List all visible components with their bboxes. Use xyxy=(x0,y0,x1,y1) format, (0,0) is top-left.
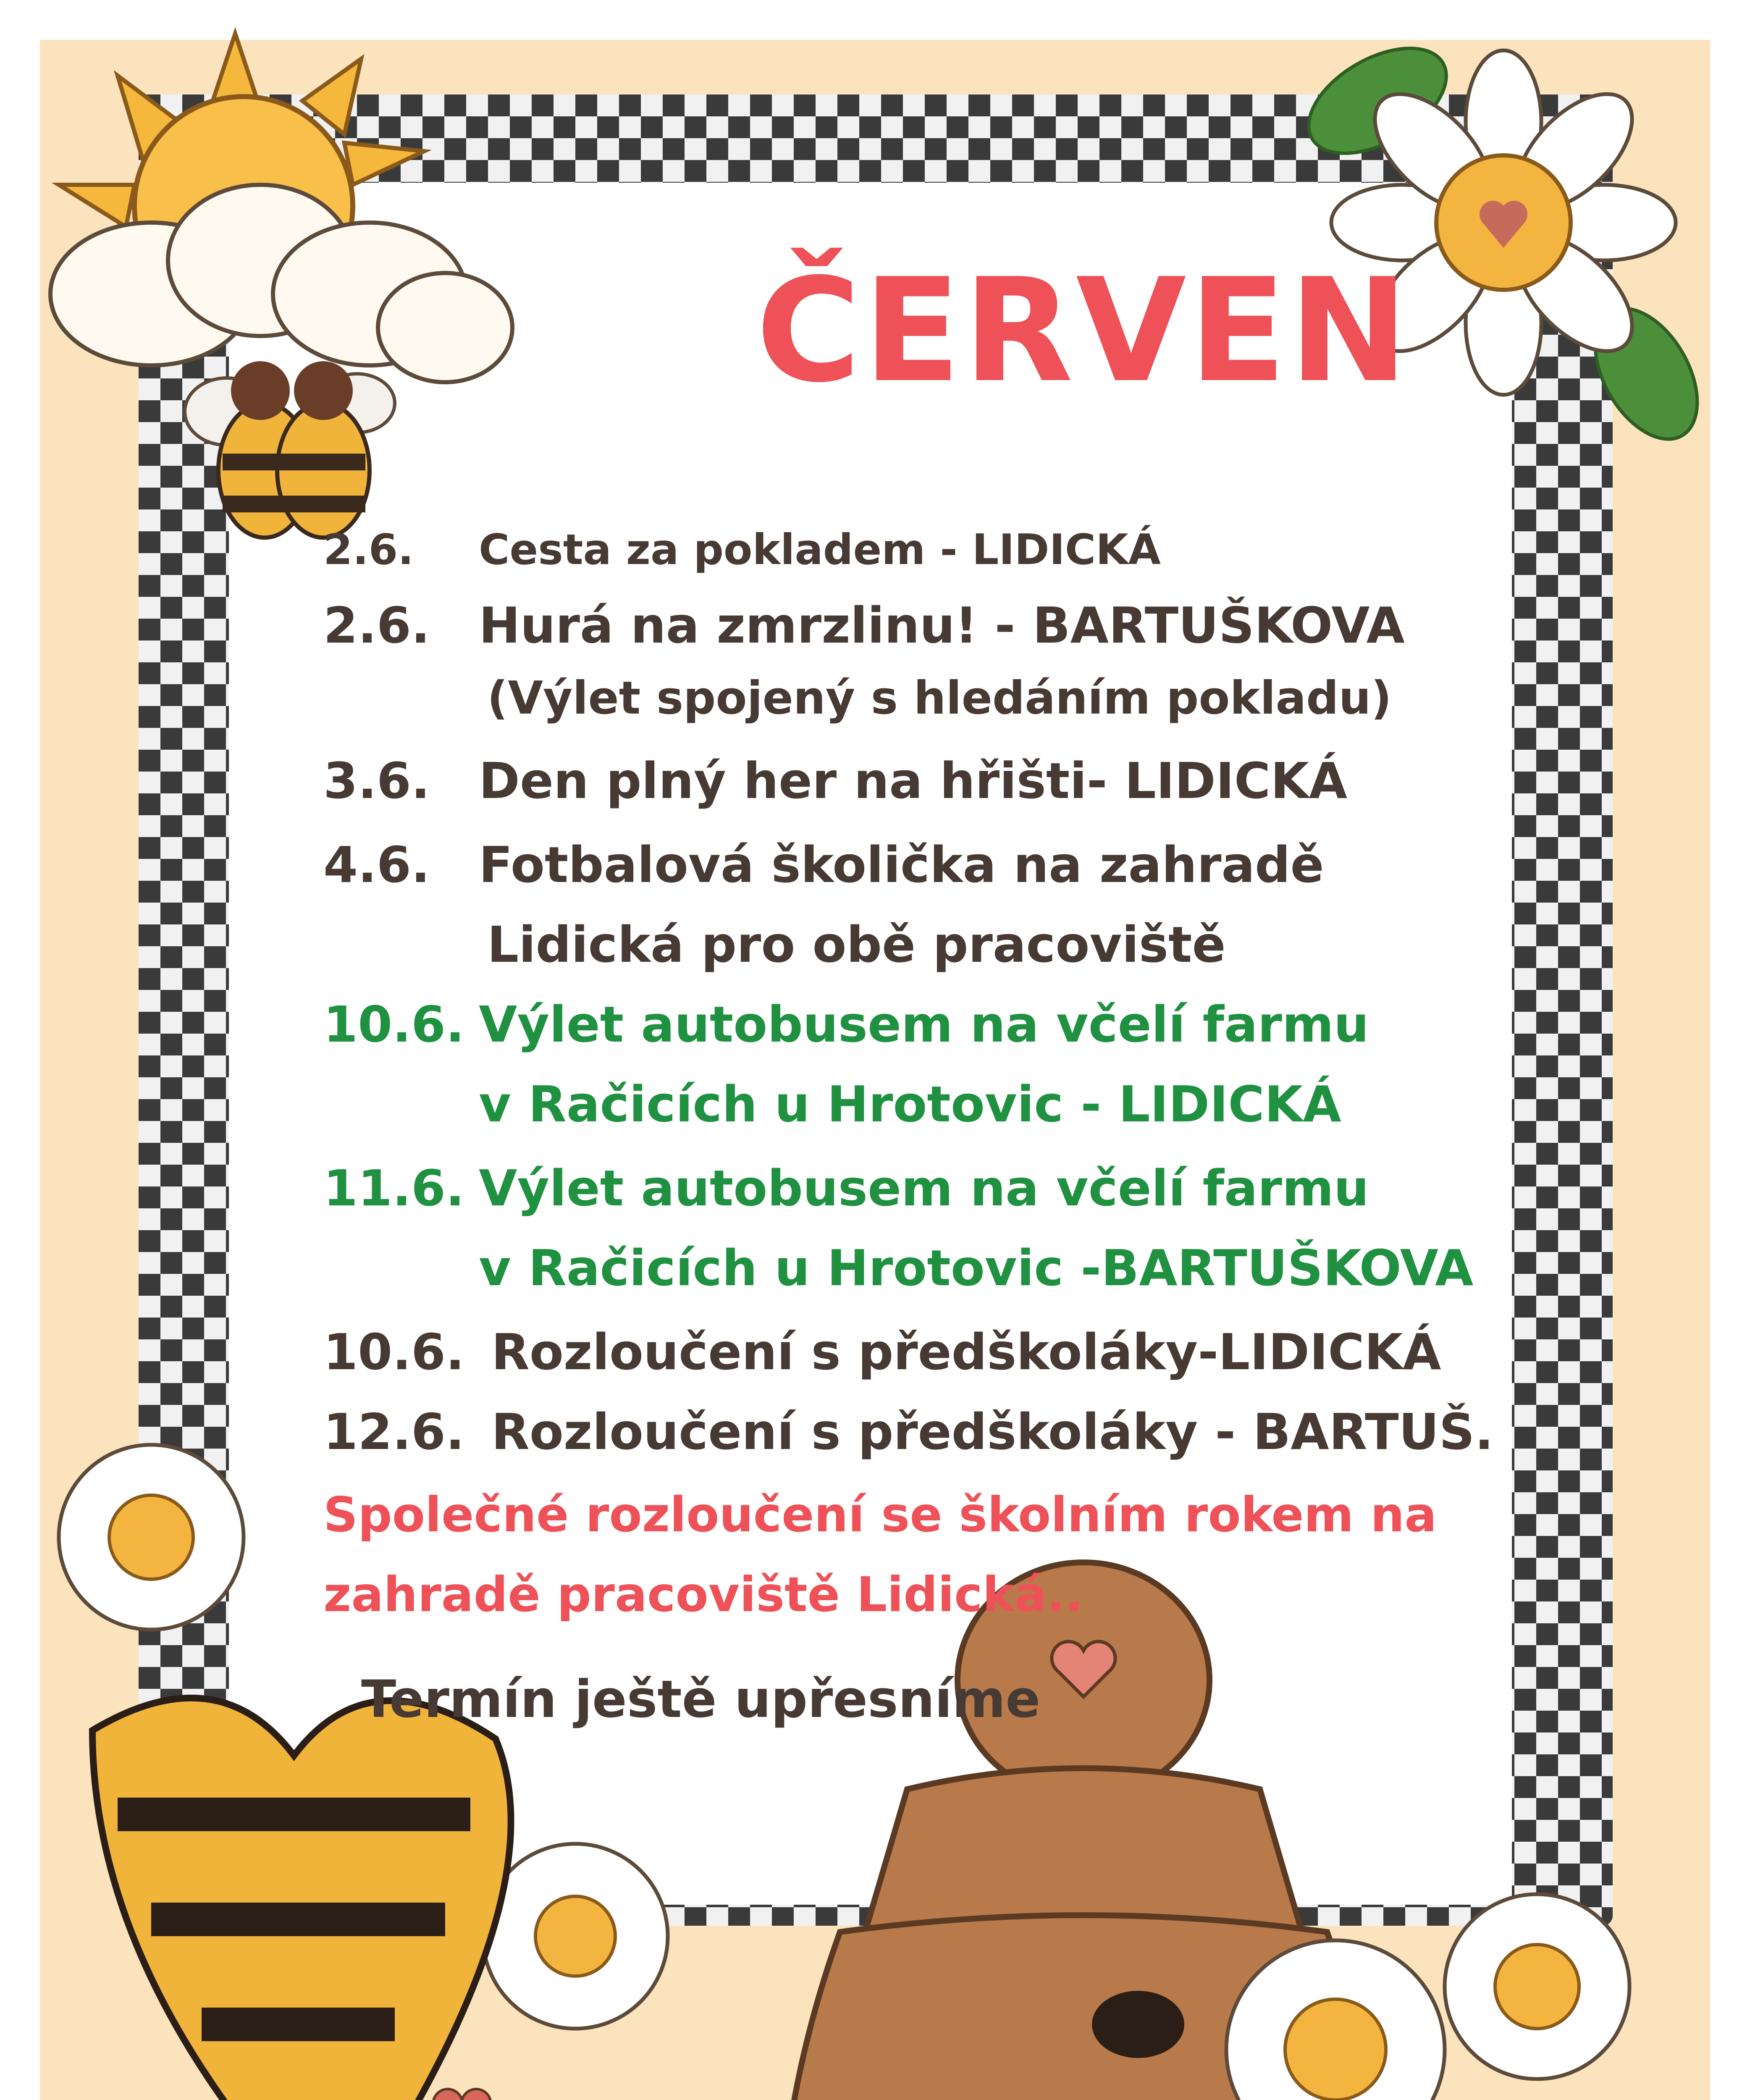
event-date: 11.6. xyxy=(323,1159,464,1217)
farewell-line-2: zahradě pracoviště Lidická.. xyxy=(323,1567,1083,1622)
event-date: 10.6. xyxy=(323,995,464,1053)
event-text: Lidická pro obě pracoviště xyxy=(487,916,1226,974)
event-text: Rozloučení s předškoláky - BARTUŠ. xyxy=(491,1403,1494,1461)
event-line xyxy=(323,596,1405,654)
event-text: Rozloučení s předškoláky-LIDICKÁ xyxy=(491,1323,1441,1381)
event-date: 10.6. xyxy=(323,1323,464,1381)
event-line xyxy=(323,836,1324,894)
event-line xyxy=(323,752,1347,810)
event-text: Cesta za pokladem - LIDICKÁ xyxy=(479,525,1161,574)
event-line xyxy=(487,672,1392,724)
event-line xyxy=(323,525,1161,574)
event-line xyxy=(479,1075,1341,1133)
event-line xyxy=(323,1403,1493,1461)
event-line xyxy=(323,995,1369,1053)
event-date: 4.6. xyxy=(323,836,430,894)
event-text: Hurá na zmrzlinu! - BARTUŠKOVA xyxy=(479,596,1405,654)
farewell-line-1: Společné rozloučení se školním rokem na xyxy=(323,1487,1437,1543)
page-title: ČERVEN xyxy=(756,248,1411,414)
event-text: Výlet autobusem na včelí farmu xyxy=(479,995,1369,1053)
event-text: Den plný her na hřišti- LIDICKÁ xyxy=(479,752,1348,810)
event-text: v Račicích u Hrotovic -BARTUŠKOVA xyxy=(479,1239,1474,1297)
event-line xyxy=(323,1159,1369,1217)
event-date: 12.6. xyxy=(323,1403,464,1461)
event-line xyxy=(487,916,1225,974)
date-note: Termín ještě upřesníme xyxy=(361,1670,1041,1729)
event-date: 3.6. xyxy=(323,752,430,810)
event-date: 2.6. xyxy=(323,596,430,654)
event-text: (Výlet spojený s hledáním pokladu) xyxy=(487,672,1392,724)
event-text: v Račicích u Hrotovic - LIDICKÁ xyxy=(479,1075,1341,1133)
event-text: Fotbalová školička na zahradě xyxy=(479,836,1324,894)
event-text: Výlet autobusem na včelí farmu xyxy=(479,1159,1369,1217)
event-line xyxy=(323,1323,1441,1381)
event-date: 2.6. xyxy=(323,525,414,574)
beehive-icon xyxy=(748,1554,1713,2100)
event-line xyxy=(479,1239,1473,1297)
